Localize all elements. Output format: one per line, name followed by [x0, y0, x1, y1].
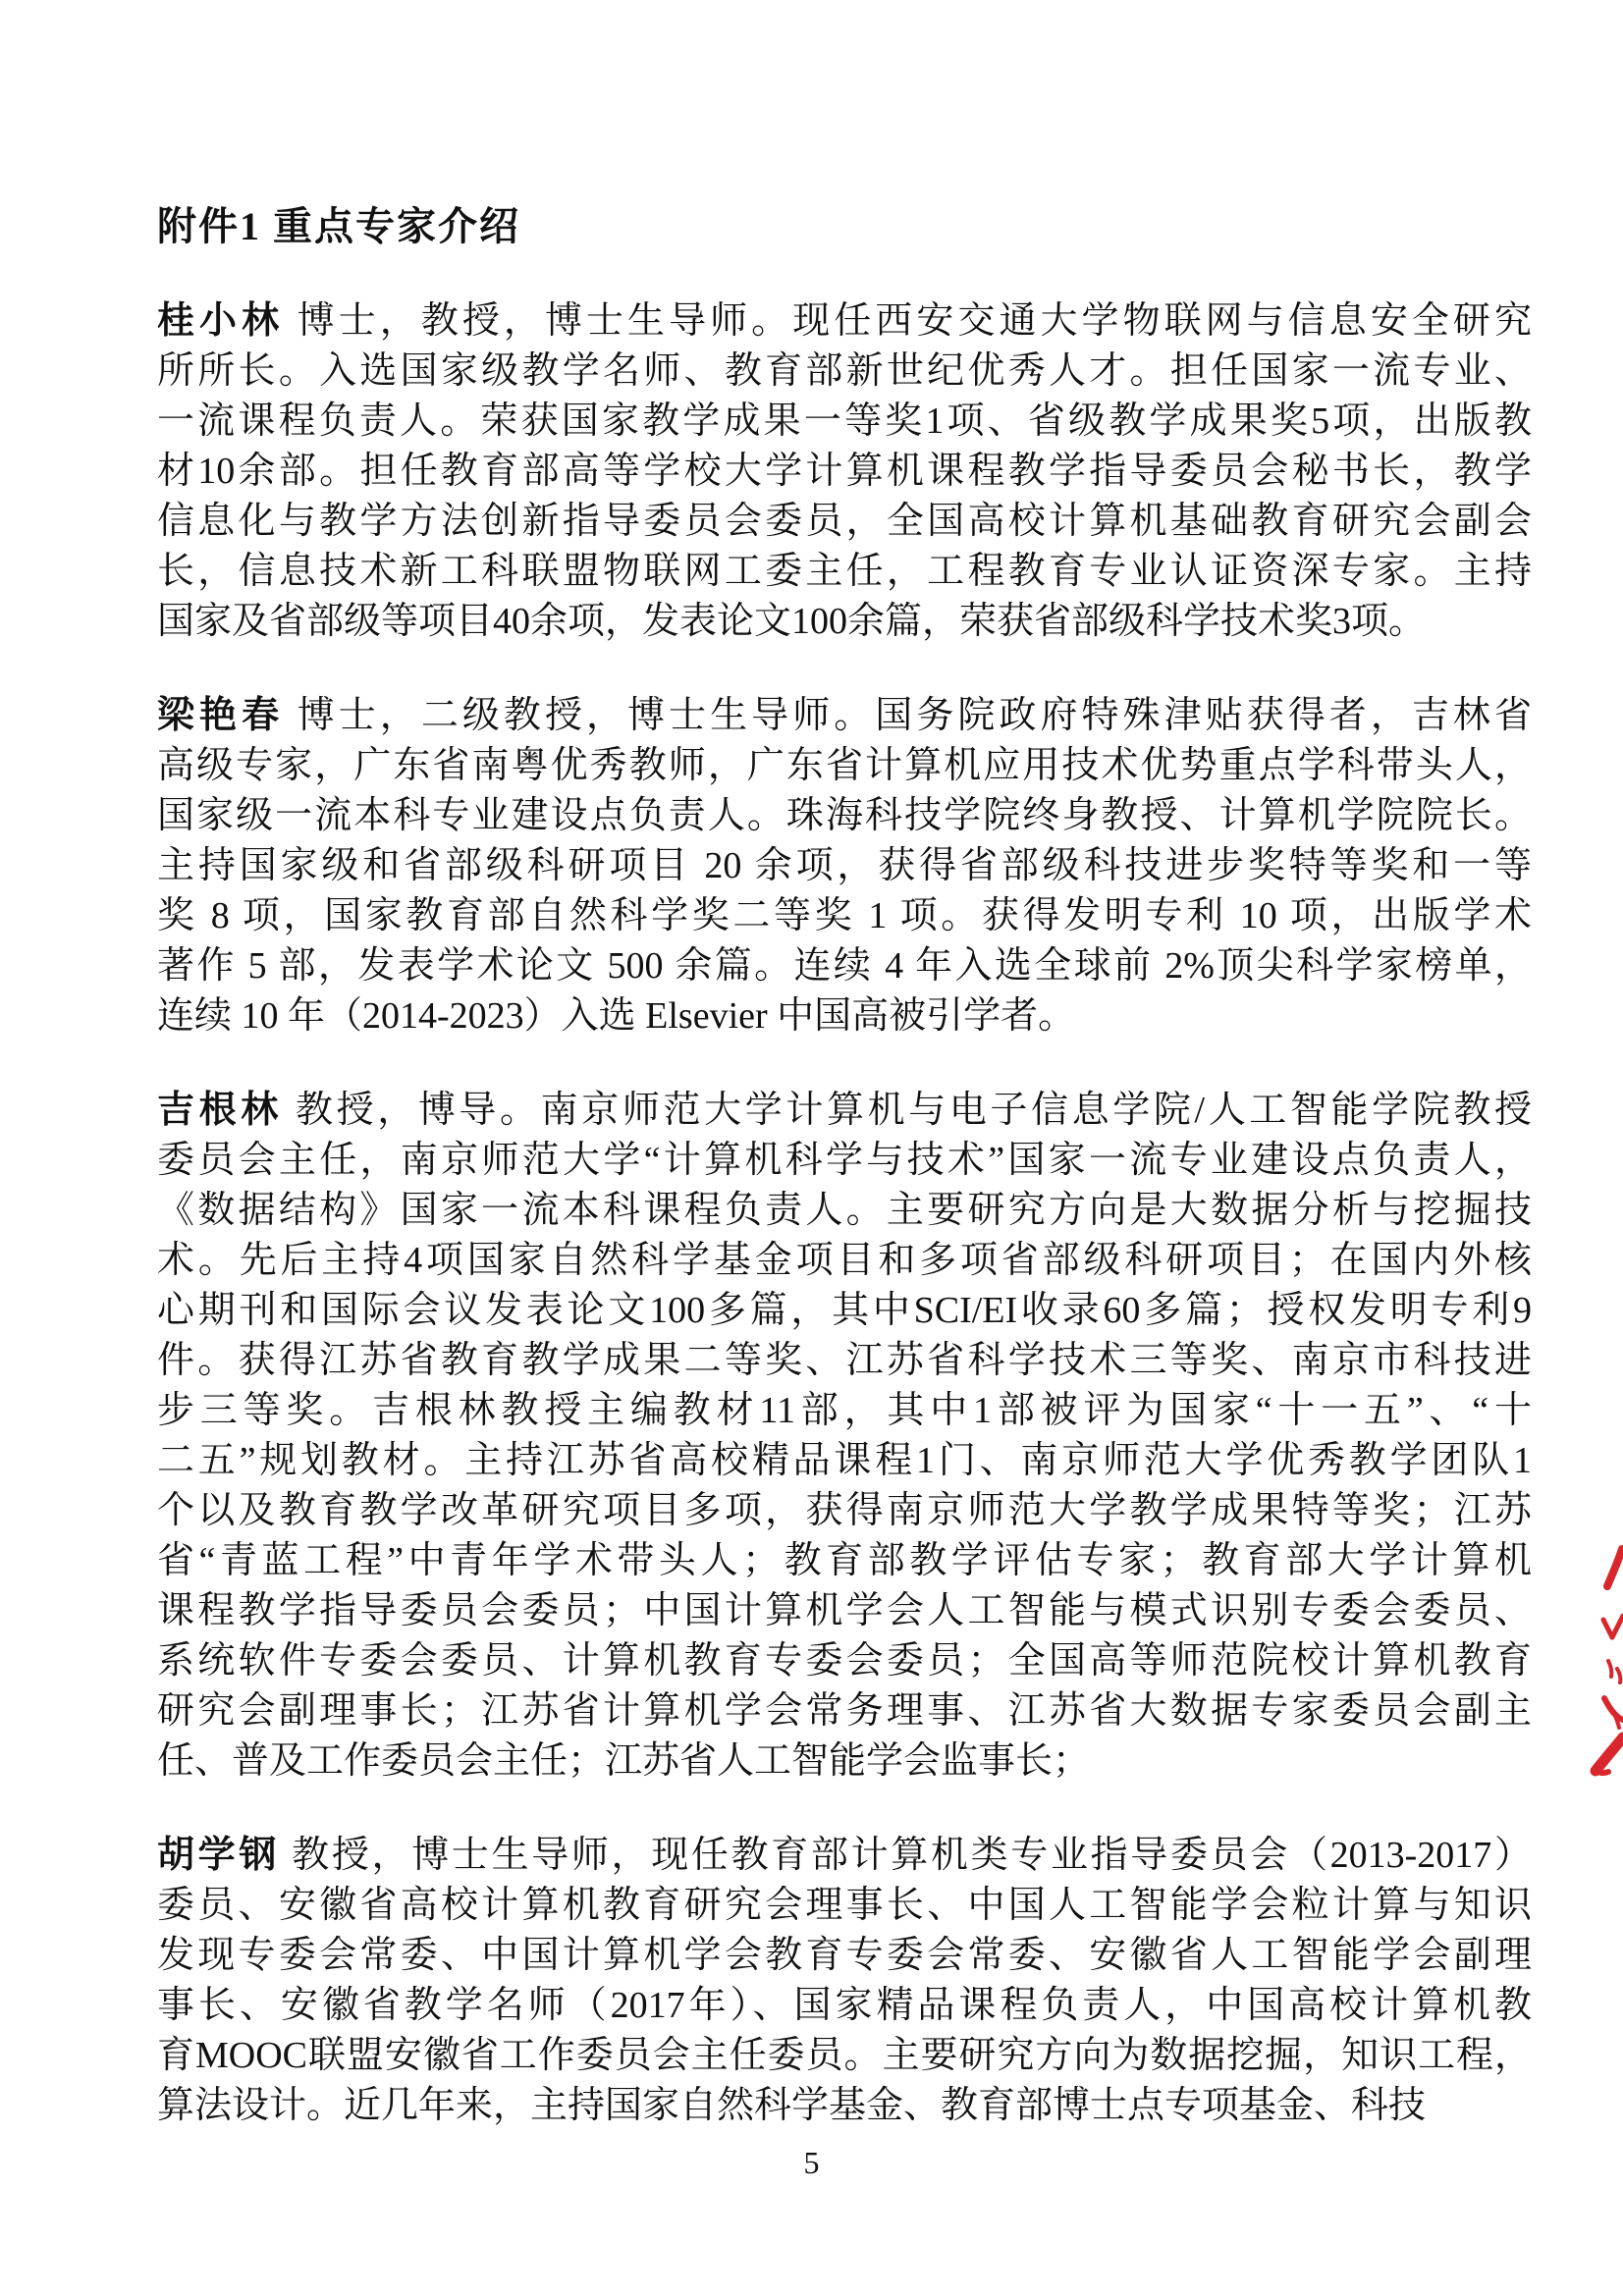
text-line: 信息化与教学方法创新指导委员会委员，全国高校计算机基础教育研究会副会 — [157, 501, 1532, 542]
text-line: 长，信息技术新工科联盟物联网工委主任，工程教育专业认证资深专家。主持 — [157, 551, 1532, 592]
text-line: 心期刊和国际会议发表论文100多篇，其中SCI/EI收录60多篇；授权发明专利9 — [157, 1290, 1532, 1331]
expert-intro-line: 吉根林 教授，博导。南京师范大学计算机与电子信息学院/人工智能学院教授 — [157, 1090, 1532, 1131]
text-line: 主持国家级和省部级科研项目 20 余项，获得省部级科技进步奖特等奖和一等 — [157, 845, 1532, 886]
text-line: 国家及省部级等项目40余项，发表论文100余篇，荣获省部级科学技术奖3项。 — [157, 601, 1427, 642]
text-line: 委员、安徽省高校计算机教育研究会理事长、中国人工智能学会粒计算与知识 — [157, 1885, 1532, 1926]
text-line: 步三等奖。吉根林教授主编教材11部，其中1部被评为国家“十一五”、“十 — [157, 1390, 1532, 1431]
expert-intro-line: 胡学钢 教授，博士生导师，现任教育部计算机类专业指导委员会（2013-2017） — [157, 1835, 1532, 1876]
text-line: 省“青蓝工程”中青年学术带头人；教育部教学评估专家；教育部大学计算机 — [157, 1540, 1532, 1581]
text-line: 国家级一流本科专业建设点负责人。珠海科技学院终身教授、计算机学院院长。 — [157, 795, 1532, 836]
expert-paragraph — [157, 691, 1532, 1041]
red-ink-annotation-mark — [1578, 1543, 1623, 1784]
text-line: 著作 5 部，发表学术论文 500 余篇。连续 4 年入选全球前 2%顶尖科学家榜单， — [157, 945, 1532, 987]
text-line: 育MOOC联盟安徽省工作委员会主任委员。主要研究方向为数据挖掘，知识工程， — [157, 2035, 1532, 2076]
text-line: 连续 10 年（2014-2023）入选 Elsevier 中国高被引学者。 — [157, 995, 1076, 1037]
text-line: 系统软件专委会委员、计算机教育专委会委员；全国高等师范院校计算机教育 — [157, 1640, 1532, 1682]
expert-paragraph — [157, 1831, 1532, 2131]
text-line: 研究会副理事长；江苏省计算机学会常务理事、江苏省大数据专家委员会副主 — [157, 1690, 1532, 1732]
expert-intro-line: 梁艳春 博士，二级教授，博士生导师。国务院政府特殊津贴获得者，吉林省 — [157, 695, 1532, 736]
expert-name: 梁艳春 — [157, 695, 285, 736]
text-line: 课程教学指导委员会委员；中国计算机学会人工智能与模式识别专委会委员、 — [157, 1590, 1532, 1631]
expert-paragraph — [157, 296, 1532, 647]
expert-name: 胡学钢 — [157, 1835, 281, 1876]
expert-intro-line: 桂小林 博士，教授，博士生导师。现任西安交通大学物联网与信息安全研究 — [157, 300, 1532, 342]
text-line: 任、普及工作委员会主任；江苏省人工智能学会监事长； — [157, 1740, 1091, 1782]
text-line: 高级专家，广东省南粤优秀教师，广东省计算机应用技术优势重点学科带头人， — [157, 745, 1532, 786]
expert-name: 桂小林 — [157, 300, 285, 342]
text-line: 个以及教育教学改革研究项目多项，获得南京师范大学教学成果特等奖；江苏 — [157, 1490, 1532, 1531]
expert-name: 吉根林 — [157, 1090, 283, 1131]
text-line: 委员会主任，南京师范大学“计算机科学与技术”国家一流专业建设点负责人， — [157, 1140, 1532, 1181]
text-line: 《数据结构》国家一流本科课程负责人。主要研究方向是大数据分析与挖掘技 — [157, 1190, 1532, 1231]
expert-paragraph — [157, 1086, 1532, 1787]
text-line: 二五”规划教材。主持江苏省高校精品课程1门、南京师范大学优秀教学团队1 — [157, 1440, 1532, 1481]
text-line: 所所长。入选国家级教学名师、教育部新世纪优秀人才。担任国家一流专业、 — [157, 350, 1532, 392]
document-body — [157, 201, 1532, 2131]
text-line: 发现专委会常委、中国计算机学会教育专委会常委、安徽省人工智能学会副理 — [157, 1935, 1532, 1976]
page-number: 5 — [803, 2145, 820, 2180]
text-line: 算法设计。近几年来，主持国家自然科学基金、教育部博士点专项基金、科技 — [157, 2085, 1427, 2126]
text-line: 一流课程负责人。荣获国家教学成果一等奖1项、省级教学成果奖5项，出版教 — [157, 400, 1532, 442]
page-title: 附件1 重点专家介绍 — [157, 204, 520, 248]
expert-paragraph-list — [157, 296, 1532, 2131]
text-line: 奖 8 项，国家教育部自然科学奖二等奖 1 项。获得发明专利 10 项，出版学术 — [157, 895, 1532, 936]
text-line: 材10余部。担任教育部高等学校大学计算机课程教学指导委员会秘书长，教学 — [157, 451, 1532, 492]
text-line: 术。先后主持4项国家自然科学基金项目和多项省部级科研项目；在国内外核 — [157, 1240, 1532, 1281]
text-line: 事长、安徽省教学名师（2017年）、国家精品课程负责人，中国高校计算机教 — [157, 1985, 1532, 2026]
text-line: 件。获得江苏省教育教学成果二等奖、江苏省科学技术三等奖、南京市科技进 — [157, 1340, 1532, 1381]
